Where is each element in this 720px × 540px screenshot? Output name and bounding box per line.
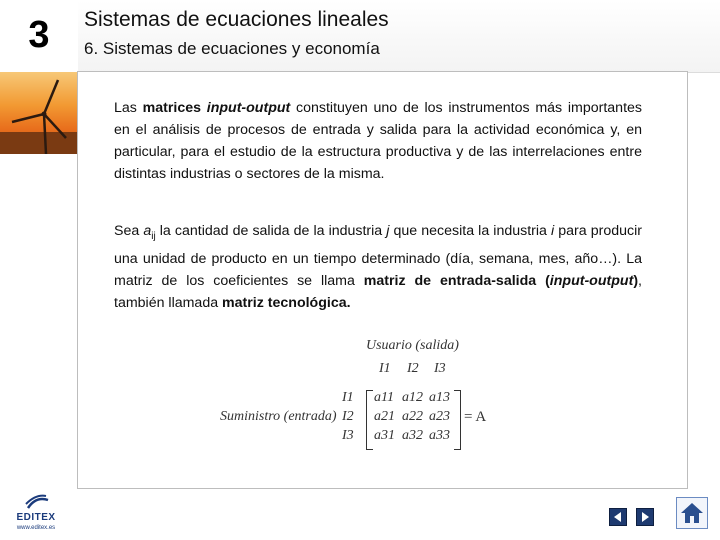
arrow-left-icon <box>610 509 626 525</box>
text-run: Las <box>114 100 143 116</box>
input-output-matrix <box>216 334 496 454</box>
matrix-row-header: I1 <box>342 390 354 405</box>
chapter-number: 3 <box>28 14 50 56</box>
bold-text: matrices <box>142 100 207 116</box>
editex-logo <box>6 494 66 536</box>
matrix-equals-A: = A <box>464 409 487 425</box>
sidebar <box>0 0 78 540</box>
matrix-cell: a11 <box>374 390 394 405</box>
header <box>78 0 720 73</box>
home-button[interactable] <box>676 497 708 529</box>
arrow-right-icon <box>637 509 653 525</box>
matrix-row-header: I2 <box>342 409 354 424</box>
previous-button[interactable] <box>609 508 627 526</box>
bold-italic-text: input-output <box>549 272 634 289</box>
matrix-row-header: I3 <box>342 428 354 443</box>
matrix-cell: a12 <box>402 390 423 405</box>
bold-text: matriz de entrada-salida <box>363 272 537 289</box>
logo-name: EDITEX <box>16 512 56 523</box>
text-run: la cantidad de salida de la industria <box>155 223 387 239</box>
bold-text: ) <box>633 272 639 289</box>
content-box <box>77 71 688 489</box>
bold-text: matriz tecnológica. <box>222 294 351 311</box>
page-title: Sistemas de ecuaciones lineales <box>84 8 389 31</box>
matrix-top-label: Usuario (salida) <box>366 338 459 353</box>
page-subtitle: 6. Sistemas de ecuaciones y economía <box>84 39 380 58</box>
home-icon <box>677 498 707 528</box>
matrix-col-header: I3 <box>434 361 446 376</box>
matrix-cell: a13 <box>429 390 450 405</box>
paragraph-1 <box>114 97 642 185</box>
matrix-cell: a31 <box>374 428 395 443</box>
matrix-side-label: Suministro (entrada) <box>220 409 337 424</box>
text-run: , también llamada <box>114 272 642 311</box>
text-run: Sea <box>114 223 144 239</box>
matrix-col-header: I1 <box>379 361 391 376</box>
subscript-text: ij <box>151 230 156 242</box>
matrix-cell: a33 <box>429 428 450 443</box>
italic-text: i <box>551 223 555 239</box>
text-run: constituyen uno de los instrumentos más importantes en el análisis de procesos de entrada y salida para la actividad económica y, en particular, para el estudio de la estructura productiva y de las interrelaciones entre distintas industrias o sectores de la misma. <box>114 100 642 182</box>
wind-turbine-icon <box>0 72 78 154</box>
matrix-cell: a32 <box>402 428 423 443</box>
text-run: para producir una unidad de producto en un tiempo determinado (día, semana, mes, año…). La matriz de los coeficientes se llama <box>114 223 642 289</box>
logo-url: www.editex.es <box>16 525 56 531</box>
matrix-cell: a22 <box>402 409 423 424</box>
bold-text: ( <box>536 272 550 289</box>
matrix-cell: a21 <box>374 409 395 424</box>
italic-text: a <box>143 223 152 239</box>
text-run: que necesita la industria <box>389 223 552 239</box>
italic-text: j <box>386 223 390 239</box>
bold-italic-text: input-output <box>206 100 291 116</box>
matrix-cell: a23 <box>429 409 450 424</box>
paragraph-2 <box>114 220 642 314</box>
matrix-bracket-right <box>454 390 461 450</box>
matrix-col-header: I2 <box>407 361 419 376</box>
matrix-bracket-left <box>366 390 373 450</box>
next-button[interactable] <box>636 508 654 526</box>
wind-turbine-image <box>0 72 78 154</box>
